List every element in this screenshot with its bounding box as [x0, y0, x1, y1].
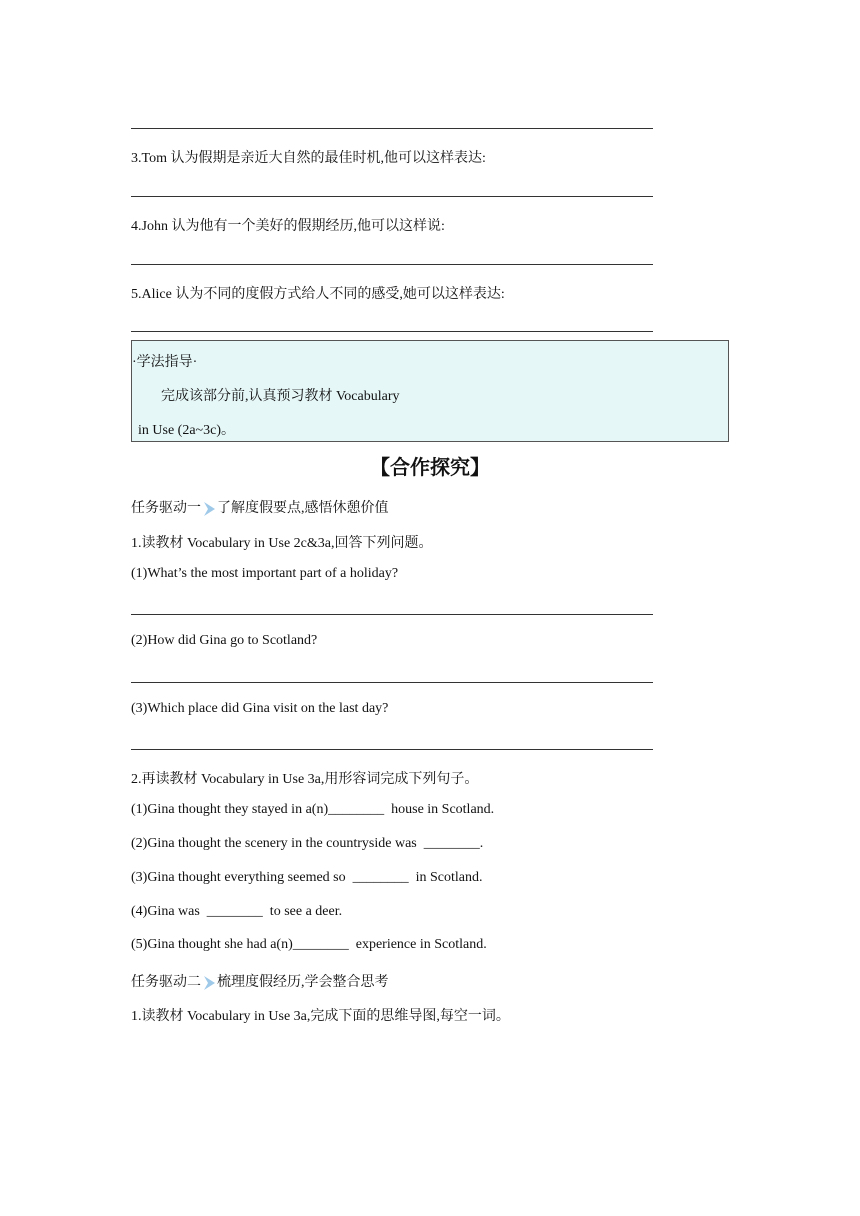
fill-sentence-3: (3)Gina thought everything seemed so ________ in Scotland.: [131, 870, 483, 885]
task-2-title: 梳理度假经历,学会整合思考: [217, 975, 389, 990]
answer-line: [131, 331, 653, 332]
fill-sentence-5: (5)Gina thought she had a(n)________ experience in Scotland.: [131, 937, 487, 952]
task-1-question-3: (3)Which place did Gina visit on the last day?: [131, 701, 389, 716]
arrow-icon: [202, 501, 216, 517]
answer-line: [131, 128, 653, 129]
study-guide-title: ·学法指导·: [132, 355, 198, 370]
study-guide-line-2: in Use (2a~3c)。: [138, 423, 235, 438]
task-2-label: [131, 971, 389, 991]
task-2-instruction: 1.读教材 Vocabulary in Use 3a,完成下面的思维导图,每空一词。: [131, 1009, 510, 1024]
question-4: 4.John 认为他有一个美好的假期经历,他可以这样说:: [131, 219, 445, 234]
answer-line: [131, 749, 653, 750]
answer-line: [131, 682, 653, 683]
study-guide-box: [131, 340, 729, 442]
question-5: 5.Alice 认为不同的度假方式给人不同的感受,她可以这样表达:: [131, 287, 505, 302]
task-1-question-2: (2)How did Gina go to Scotland?: [131, 633, 318, 648]
task-1-question-1: (1)What’s the most important part of a holiday?: [131, 566, 399, 581]
question-3: 3.Tom 认为假期是亲近大自然的最佳时机,他可以这样表达:: [131, 151, 486, 166]
fill-sentence-4: (4)Gina was ________ to see a deer.: [131, 904, 343, 919]
fill-sentence-2: (2)Gina thought the scenery in the countryside was ________.: [131, 836, 484, 851]
answer-line: [131, 614, 653, 615]
task-1-title: 了解度假要点,感悟休憩价值: [217, 501, 389, 516]
section-heading: 【合作探究】: [370, 455, 490, 479]
task-1-instruction-2: 2.再读教材 Vocabulary in Use 3a,用形容词完成下列句子。: [131, 772, 479, 787]
answer-line: [131, 196, 653, 197]
task-1-name: 任务驱动一: [131, 501, 201, 516]
task-1-label: [131, 497, 389, 517]
study-guide-line-1: 完成该部分前,认真预习教材 Vocabulary: [161, 389, 400, 404]
task-2-name: 任务驱动二: [131, 975, 201, 990]
fill-sentence-1: (1)Gina thought they stayed in a(n)________ house in Scotland.: [131, 802, 495, 817]
answer-line: [131, 264, 653, 265]
task-1-instruction-1: 1.读教材 Vocabulary in Use 2c&3a,回答下列问题。: [131, 536, 433, 551]
arrow-icon: [202, 975, 216, 991]
